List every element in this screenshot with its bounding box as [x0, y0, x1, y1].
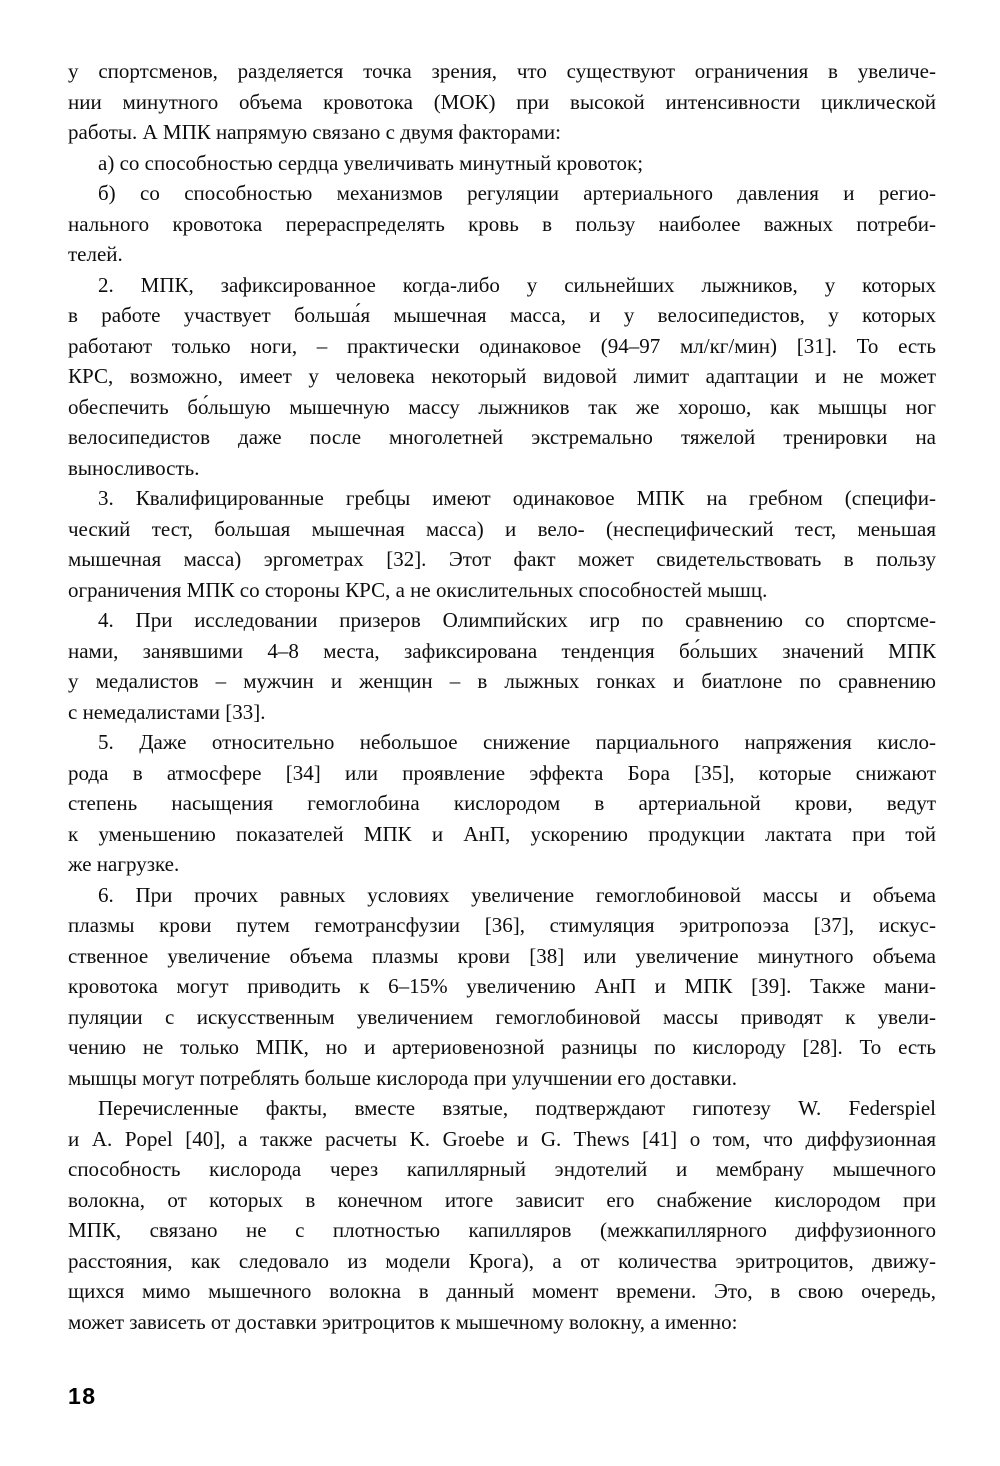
text-line: волокна, от которых в конечном итоге зависит его снабжение кислородом при: [68, 1187, 936, 1212]
text-line: ческий тест, большая мышечная масса) и вело- (неспецифический тест, меньшая: [68, 516, 936, 541]
text-line: нии минутного объема кровотока (МОК) при высокой интенсивности циклической: [68, 89, 936, 114]
text-line: мышечная масса) эргометрах [32]. Этот факт может свидетельствовать в пользу: [68, 547, 936, 571]
text-line: нального кровотока перераспределять кровь в пользу наиболее важных потреби-: [68, 211, 936, 236]
text-line: щихся мимо мышечного волокна в данный момент времени. Это, в свою очередь,: [68, 1279, 936, 1303]
text-line: МПК, связано не с плотностью капилляров (межкапиллярного диффузионного: [68, 1218, 936, 1242]
text-line: работы. А МПК напрямую связано с двумя факторами:: [68, 120, 561, 144]
text-line: степень насыщения гемоглобина кислородом в артериальной крови, ведут: [68, 791, 936, 815]
text-line: нами, занявшими 4–8 места, зафиксирована тенденция бо́льших значений МПК: [68, 638, 936, 663]
text-line: обеспечить бо́льшую мышечную массу лыжников так же хорошо, как мышцы ног: [68, 394, 936, 419]
paragraph: [68, 56, 936, 148]
text-line: Перечисленные факты, вместе взятые, подтверждают гипотезу W. Federspiel: [98, 1096, 936, 1120]
paragraph: [68, 270, 936, 484]
text-line: 3. Квалифицированные гребцы имеют одинаковое МПК на гребном (специфи-: [98, 486, 936, 510]
paragraph: [68, 1093, 936, 1337]
text-line: может зависеть от доставки эритроцитов к мышечному волокну, а именно:: [68, 1309, 738, 1334]
text-line: ограничения МПК со стороны КРС, а не окислительных способностей мышц.: [68, 577, 768, 602]
text-line: 5. Даже относительно небольшое снижение парциального напряжения кисло-: [98, 730, 936, 754]
text-line: телей.: [68, 242, 123, 266]
text-line: а) со способностью сердца увеличивать минутный кровоток;: [98, 150, 644, 175]
text-line: плазмы крови путем гемотрансфузии [36], стимуляция эритропоэза [37], искус-: [68, 913, 936, 937]
text-line: же нагрузке.: [68, 852, 180, 876]
text-line: способность кислорода через капиллярный эндотелий и мембрану мышечного: [68, 1157, 936, 1181]
paragraph: [68, 483, 936, 605]
paragraph: [68, 727, 936, 880]
text-line: в работе участвует больша́я мышечная масса, и у велосипедистов, у которых: [68, 303, 936, 327]
text-line: чению не только МПК, но и артериовенозной разницы по кислороду [28]. То есть: [68, 1035, 936, 1059]
paragraph: [68, 605, 936, 727]
text-line: КРС, возможно, имеет у человека некоторый видовой лимит адаптации и не может: [68, 364, 936, 388]
text-line: рода в атмосфере [34] или проявление эффекта Бора [35], которые снижают: [68, 760, 936, 785]
text-body: [68, 56, 936, 1337]
text-line: у спортсменов, разделяется точка зрения, что существуют ограничения в увеличе-: [68, 59, 936, 83]
text-line: велосипедистов даже после многолетней экстремально тяжелой тренировки на: [68, 425, 936, 449]
text-line: 6. При прочих равных условиях увеличение гемоглобиновой массы и объема: [98, 882, 936, 907]
paragraph: [68, 148, 936, 179]
text-line: кровотока могут приводить к 6–15% увеличению АнП и МПК [39]. Также мани-: [68, 974, 936, 998]
text-line: выносливость.: [68, 455, 200, 480]
text-line: б) со способностью механизмов регуляции артериального давления и регио-: [98, 181, 936, 205]
paragraph: [68, 880, 936, 1094]
text-line: ственное увеличение объема плазмы крови [38] или увеличение минутного объема: [68, 943, 936, 968]
paragraph: [68, 178, 936, 270]
text-line: 2. МПК, зафиксированное когда-либо у сильнейших лыжников, у которых: [98, 272, 936, 297]
text-line: и A. Popel [40], а также расчеты K. Groebe и G. Thews [41] о том, что диффузионная: [68, 1126, 936, 1151]
text-line: работают только ноги, – практически одинаковое (94–97 мл/кг/мин) [31]. То есть: [68, 333, 936, 358]
text-line: мышцы могут потреблять больше кислорода при улучшении его доставки.: [68, 1065, 737, 1090]
text-line: у медалистов – мужчин и женщин – в лыжных гонках и биатлоне по сравнению: [68, 669, 936, 693]
text-line: с немедалистами [33].: [68, 699, 266, 724]
text-line: расстояния, как следовало из модели Крога), а от количества эритроцитов, движу-: [68, 1248, 936, 1273]
page-number: 18: [68, 1383, 97, 1409]
text-line: к уменьшению показателей МПК и АнП, ускорению продукции лактата при той: [68, 821, 936, 846]
text-line: пуляции с искусственным увеличением гемоглобиновой массы приводят к увели-: [68, 1004, 936, 1029]
text-line: 4. При исследовании призеров Олимпийских игр по сравнению со спортсме-: [98, 608, 936, 632]
